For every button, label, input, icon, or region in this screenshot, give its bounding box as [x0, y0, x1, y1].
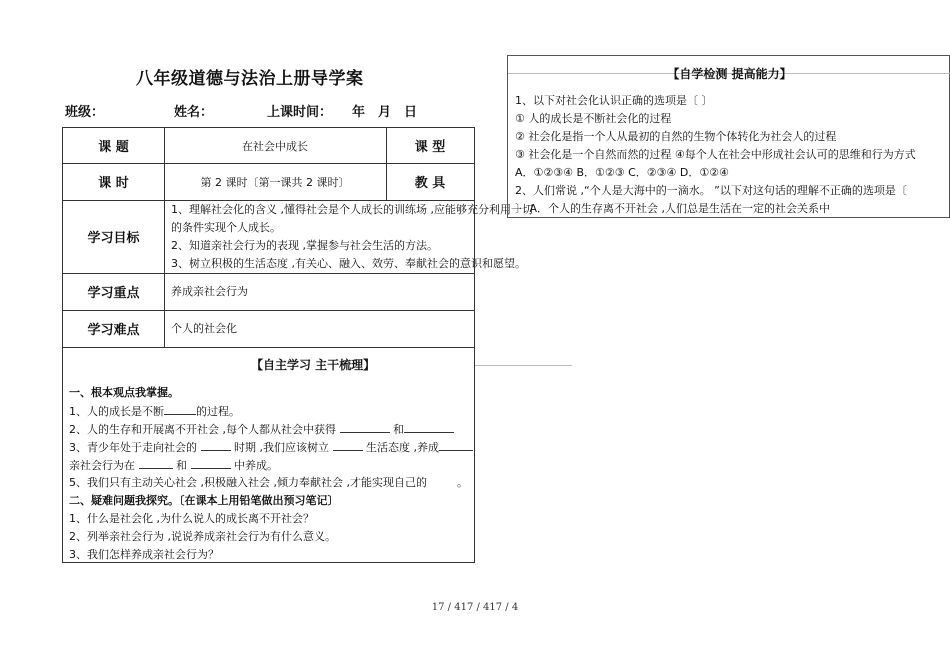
class-label: 班级： — [65, 105, 105, 120]
section-basic-points: 一、根本观点我掌握。 — [69, 386, 179, 399]
goal-line: 3、树立积极的生活态度 ,有关心、融入、效劳、奉献社会的意识和愿望。 — [171, 257, 526, 270]
lesson-table — [62, 127, 533, 563]
test-line: ① 人的成长是不断社会化的过程 — [515, 112, 672, 125]
page-title: 八年级道德与法治上册导学案 — [136, 69, 364, 89]
fill-item-3-cont: 亲社会行为在 和 中养成。 — [69, 456, 278, 475]
goal-line: 的条件实现个人成长。 — [171, 221, 281, 234]
time-label: 上课时间： — [267, 105, 333, 120]
hours-label: 课 时 — [98, 176, 129, 191]
question-2: 2、列举亲社会行为 ,说说养成亲社会行为有什么意义。 — [69, 530, 336, 543]
month-label: 月 — [378, 105, 392, 120]
year-label: 年 — [352, 105, 366, 120]
section-explore: 二、疑难问题我探究。〔在课本上用铅笔做出预习笔记〕 — [69, 494, 339, 507]
day-label: 日 — [404, 105, 418, 120]
fill-item-2: 2、人的生存和开展离不开社会 ,每个人都从社会中获得 和 — [69, 420, 454, 439]
test-line: 〕 A．个人的生存离不开社会 ,人们总是生活在一定的社会关系中 — [515, 202, 831, 215]
difficulty-label: 学习难点 — [87, 323, 140, 338]
test-line: ② 社会化是指一个人从最初的自然的生物个体转化为社会人的过程 — [515, 130, 837, 143]
fill-item-1: 1、人的成长是不断 的过程。 — [69, 402, 240, 421]
test-options: A．①②③④ B．①②③ C．②③④ D．①②④ — [515, 166, 729, 179]
hours-value: 第 2 课时〔第一课共 2 课时〕 — [200, 175, 350, 189]
focus-value: 养成亲社会行为 — [171, 285, 248, 298]
goal-line: 1、理解社会化的含义 ,懂得社会是个人成长的训练场 ,应能够充分利用一切 — [171, 203, 533, 216]
goal-line: 2、知道亲社会行为的表现 ,掌握参与社会生活的方法。 — [171, 239, 438, 252]
self-test-heading: 【自学检测 提高能力】 — [667, 67, 792, 81]
fill-item-3: 3、青少年处于走向社会的 时期 ,我们应该树立 生活态度 ,养成 — [69, 438, 473, 457]
goals-label: 学习目标 — [87, 231, 140, 246]
page-number: 17 / 417 / 417 / 4 — [431, 602, 519, 613]
self-study-heading: 【自主学习 主干梳理】 — [251, 358, 376, 372]
question-1: 1、什么是社会化 ,为什么说人的成长离不开社会？ — [69, 512, 314, 525]
tools-label: 教 具 — [414, 176, 446, 191]
divider — [475, 365, 572, 366]
topic-value: 在社会中成长 — [242, 139, 308, 153]
type-label: 课 型 — [414, 140, 446, 155]
test-line: 1、以下对社会化认识正确的选项是〔 〕 — [515, 94, 713, 107]
topic-label: 课 题 — [98, 140, 129, 155]
fill-item-5: 5、我们只有主动关心社会 ,积极融入社会 ,倾力奉献社会 ,才能实现自己的 。 — [69, 476, 468, 489]
focus-label: 学习重点 — [87, 286, 140, 301]
name-label: 姓名： — [174, 105, 214, 120]
test-line: 2、人们常说 ,“个人是大海中的一滴水。 ”以下对这句话的理解不正确的选项是〔 — [515, 184, 907, 197]
question-3: 3、我们怎样养成亲社会行为？ — [69, 548, 219, 561]
test-line: ③ 社会化是一个自然而然的过程 ④每个人在社会中形成社会认可的思维和行为方式 — [515, 148, 916, 161]
difficulty-value: 个人的社会化 — [171, 322, 237, 335]
self-test-box — [507, 55, 950, 218]
